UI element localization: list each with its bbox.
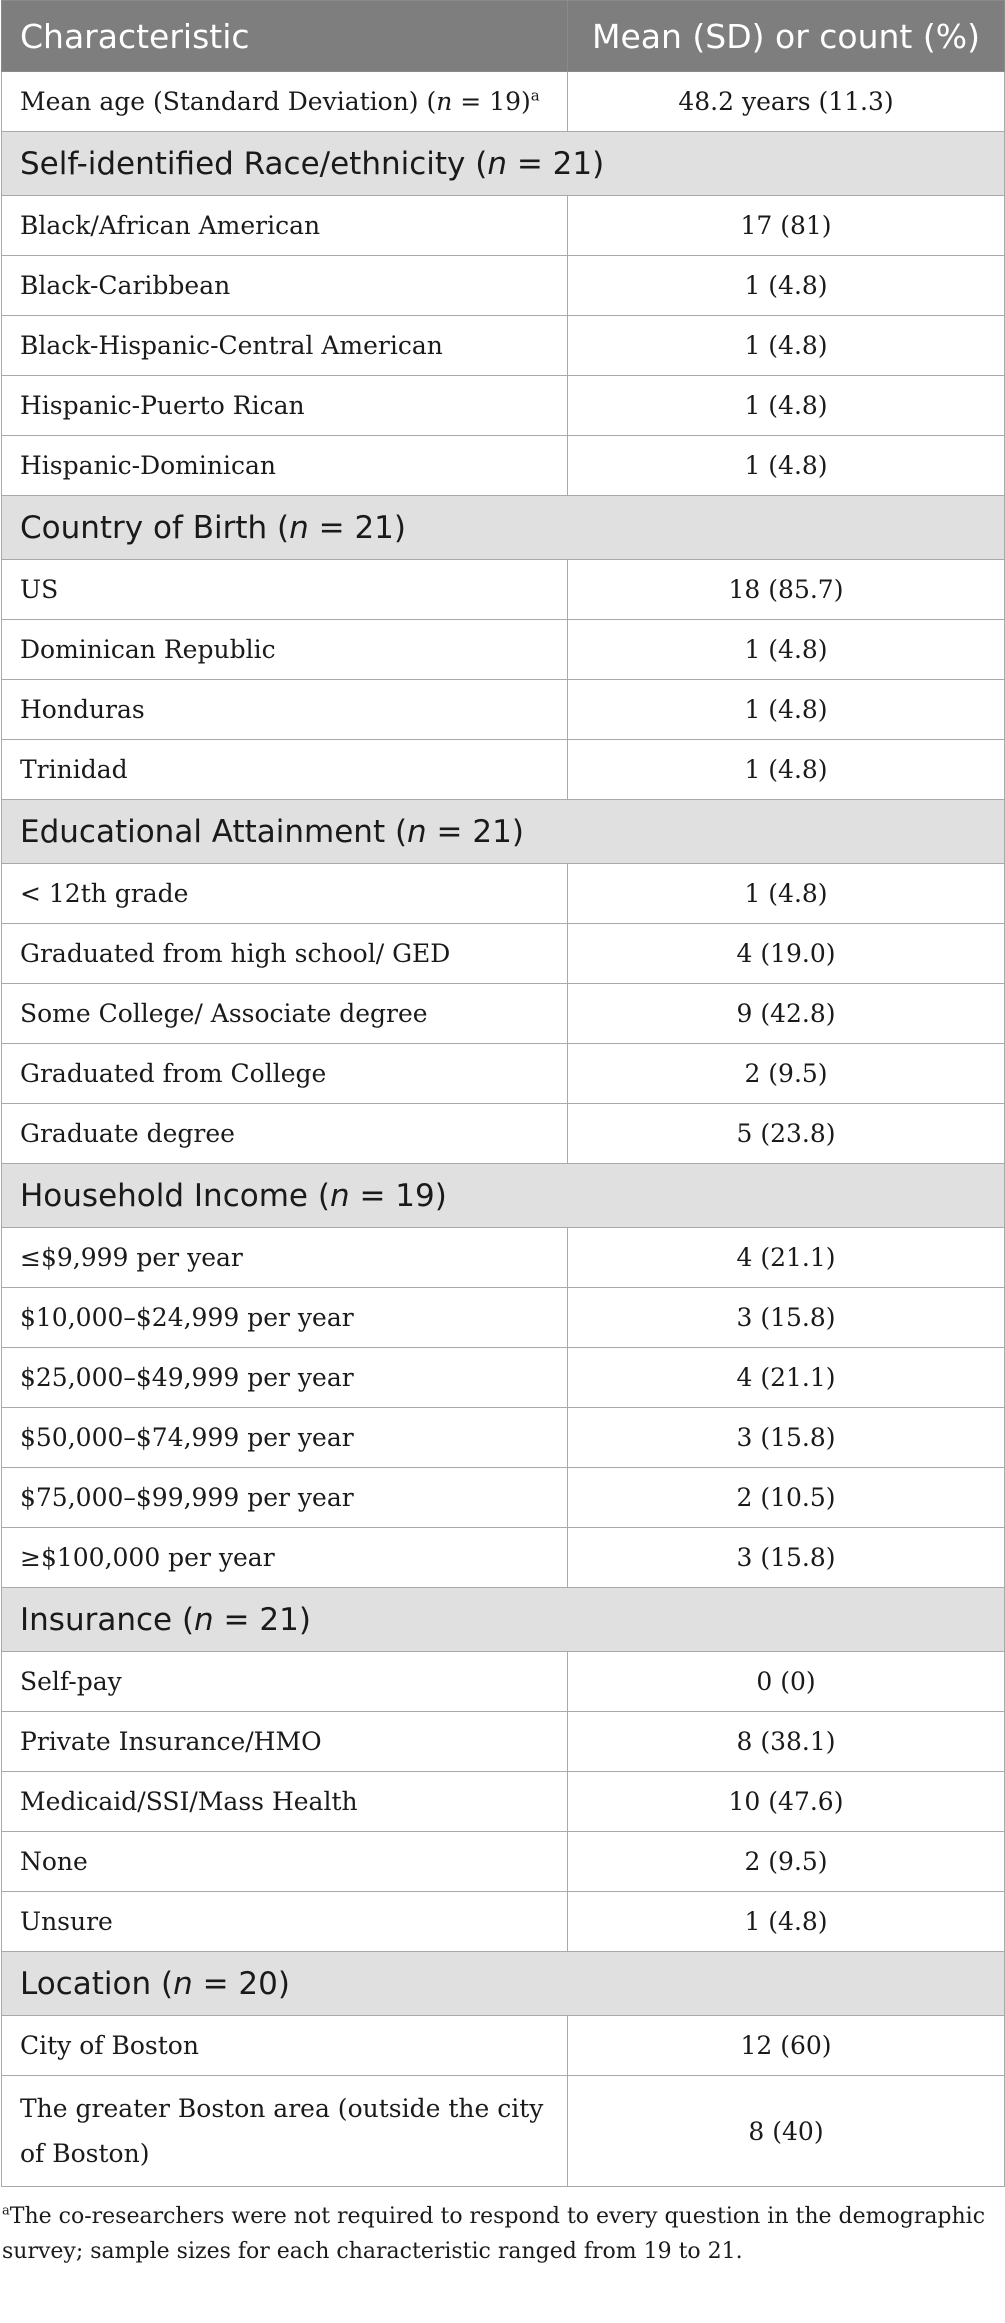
table-row [2, 1104, 1005, 1164]
table-row [2, 680, 1005, 740]
row-value: 2 (9.5) [568, 1044, 1005, 1104]
table-footnote: $^a$The co-researchers were not required to respond to every question in the demographic survey; sample sizes for each characteristic ranged from 19 to 21. [2, 2203, 986, 2264]
table-row-mean-age [2, 72, 1005, 132]
row-value: 2 (9.5) [568, 1832, 1005, 1892]
row-label: None [2, 1832, 568, 1892]
section-header-row [2, 132, 1005, 196]
table-row [2, 1652, 1005, 1712]
row-label: Hispanic-Puerto Rican [2, 376, 568, 436]
row-value: 3 (15.8) [568, 1408, 1005, 1468]
row-value: 2 (10.5) [568, 1468, 1005, 1528]
row-label: $75,000–$99,999 per year [2, 1468, 568, 1528]
section-header-row [2, 496, 1005, 560]
table-row [2, 1288, 1005, 1348]
table-row [2, 2016, 1005, 2076]
section-title: Insurance (n = 21) [2, 1588, 1005, 1652]
row-label: Private Insurance/HMO [2, 1712, 568, 1772]
header-characteristic: Characteristic [2, 1, 568, 72]
row-value: 48.2 years (11.3) [568, 72, 1005, 132]
table-row [2, 316, 1005, 376]
row-label: Mean age (Standard Deviation) (n = 19)$^a$ [2, 72, 568, 132]
row-label: Black-Caribbean [2, 256, 568, 316]
row-value: 12 (60) [568, 2016, 1005, 2076]
table-row [2, 376, 1005, 436]
row-value: 4 (21.1) [568, 1228, 1005, 1288]
table-row [2, 1348, 1005, 1408]
row-label: $50,000–$74,999 per year [2, 1408, 568, 1468]
table-row [2, 2076, 1005, 2187]
row-value: 3 (15.8) [568, 1528, 1005, 1588]
table-row [2, 1832, 1005, 1892]
row-label: City of Boston [2, 2016, 568, 2076]
row-label: Trinidad [2, 740, 568, 800]
row-value: 0 (0) [568, 1652, 1005, 1712]
row-label: Hispanic-Dominican [2, 436, 568, 496]
row-label: Unsure [2, 1892, 568, 1952]
row-value: 17 (81) [568, 196, 1005, 256]
row-value: 10 (47.6) [568, 1772, 1005, 1832]
table-row [2, 740, 1005, 800]
row-value: 4 (19.0) [568, 924, 1005, 984]
section-header-row [2, 1952, 1005, 2016]
row-label: ≥$100,000 per year [2, 1528, 568, 1588]
table-row [2, 1044, 1005, 1104]
table-row [2, 196, 1005, 256]
table-row [2, 864, 1005, 924]
table-body [2, 72, 1005, 2187]
row-label: Graduated from high school/ GED [2, 924, 568, 984]
header-value: Mean (SD) or count (%) [568, 1, 1005, 72]
table-row [2, 1468, 1005, 1528]
table-row [2, 256, 1005, 316]
row-label: Black-Hispanic-Central American [2, 316, 568, 376]
table-row [2, 560, 1005, 620]
row-label: Dominican Republic [2, 620, 568, 680]
row-value: 1 (4.8) [568, 316, 1005, 376]
row-label: Graduate degree [2, 1104, 568, 1164]
table-row [2, 1772, 1005, 1832]
table-row [2, 620, 1005, 680]
row-label: $10,000–$24,999 per year [2, 1288, 568, 1348]
table-row [2, 1528, 1005, 1588]
row-value: 1 (4.8) [568, 256, 1005, 316]
row-label: Some College/ Associate degree [2, 984, 568, 1044]
demographics-table [1, 0, 1005, 2187]
table-row [2, 1228, 1005, 1288]
section-title: Educational Attainment (n = 21) [2, 800, 1005, 864]
row-value: 1 (4.8) [568, 376, 1005, 436]
section-header-row [2, 800, 1005, 864]
row-label: Self-pay [2, 1652, 568, 1712]
row-value: 9 (42.8) [568, 984, 1005, 1044]
row-value: 3 (15.8) [568, 1288, 1005, 1348]
row-label: Graduated from College [2, 1044, 568, 1104]
row-label: US [2, 560, 568, 620]
section-header-row [2, 1164, 1005, 1228]
section-title: Household Income (n = 19) [2, 1164, 1005, 1228]
row-value: 18 (85.7) [568, 560, 1005, 620]
row-label: The greater Boston area (outside the city of Boston) [2, 2076, 568, 2187]
row-value: 8 (40) [568, 2076, 1005, 2187]
row-label: $25,000–$49,999 per year [2, 1348, 568, 1408]
row-value: 4 (21.1) [568, 1348, 1005, 1408]
row-value: 1 (4.8) [568, 740, 1005, 800]
row-label: ≤$9,999 per year [2, 1228, 568, 1288]
row-label: < 12th grade [2, 864, 568, 924]
section-title: Self-identified Race/ethnicity (n = 21) [2, 132, 1005, 196]
row-value: 1 (4.8) [568, 620, 1005, 680]
section-header-row [2, 1588, 1005, 1652]
row-label: Honduras [2, 680, 568, 740]
table-row [2, 924, 1005, 984]
table-row [2, 436, 1005, 496]
row-value: 1 (4.8) [568, 1892, 1005, 1952]
table-row [2, 1712, 1005, 1772]
row-value: 1 (4.8) [568, 436, 1005, 496]
section-title: Location (n = 20) [2, 1952, 1005, 2016]
table-header-row [2, 1, 1005, 72]
row-value: 1 (4.8) [568, 864, 1005, 924]
row-label: Medicaid/SSI/Mass Health [2, 1772, 568, 1832]
table-row [2, 984, 1005, 1044]
row-value: 5 (23.8) [568, 1104, 1005, 1164]
row-value: 1 (4.8) [568, 680, 1005, 740]
table-row [2, 1892, 1005, 1952]
section-title: Country of Birth (n = 21) [2, 496, 1005, 560]
row-label: Black/African American [2, 196, 568, 256]
table-row [2, 1408, 1005, 1468]
row-value: 8 (38.1) [568, 1712, 1005, 1772]
